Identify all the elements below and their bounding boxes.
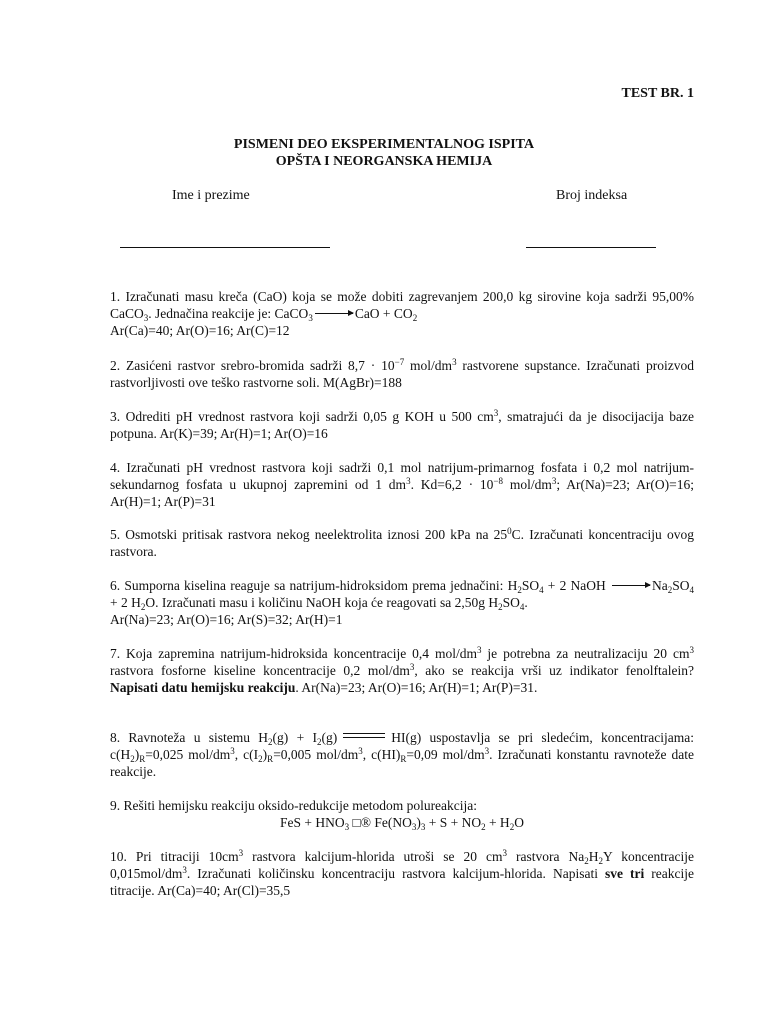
question-1: 1. Izračunati masu kreča (CaO) koja se može dobiti zagrevanjem 200,0 kg sirovine koja sadrži 95,00% CaCO$_3$. Jednačina reakcije je: CaCO$_3$ CaO + $CO_2$ Ar(Ca)=40; Ar(O)=16; Ar(C)=12 xyxy=(110,289,694,338)
equilibrium-arrow-icon xyxy=(343,732,385,740)
index-label: Broj indeksa xyxy=(556,188,628,203)
question-2: 2. Zasićeni rastvor srebro-bromida sadrži $8,7 \cdot 10^{-7}$ mol/$dm^3$ rastvorene supstance. Izračunati proizvod rastvorljivosti ove teško rastvorne soli. M(AgBr)=188 xyxy=(110,357,694,390)
reaction-arrow-icon xyxy=(315,313,353,314)
question-8: 8. Ravnoteža u sistemu $H_2(g) + I_2(g)$ HI(g) uspostavlja se pri sledećim, koncentracijama: $c(H_2)_R=0,025$ mol/$dm^3$, $c(I_2)_R=0,005$ mol/$dm^3$, $c(HI)_R=0,09$ mol/$dm^3$. Izračunati konstantu ravnoteže date reakcije. xyxy=(110,730,694,779)
exam-subtitle: OPŠTA I NEORGANSKA HEMIJA xyxy=(275,154,493,169)
question-4: 4. Izračunati pH vrednost rastvora koji sadrži 0,1 mol natrijum-primarnog fosfata i 0,2 mol natrijum-sekundarnog fosfata u ukupnoj zapremini od 1 $dm^3$. $Kd=6,2 \cdot 10^{-8}$ mol/$dm^3$; Ar(Na)=23; Ar(O)=16; Ar(H)=1; Ar(P)=31 xyxy=(110,460,694,509)
question-5: 5. Osmotski pritisak rastvora nekog neelektrolita iznosi 200 kPa na $25^0C$. Izračunati koncentraciju ovog rastvora. xyxy=(110,526,694,559)
reaction-arrow-icon xyxy=(612,585,650,586)
exam-title: PISMENI DEO EKSPERIMENTALNOG ISPITA xyxy=(233,137,535,152)
question-6: 6. Sumporna kiselina reaguje sa natrijum-hidroksidom prema jednačini: $H_2SO_4 + 2$ NaOH $Na_2SO_4 + 2$ $H_2O$. Izračunati masu i količinu NaOH koja će reagovati sa 2,50g $H_2SO_4$. Ar(Na)=23; Ar(O)=16; Ar(S)=32; Ar(H)=1 xyxy=(110,578,694,627)
name-blank-line xyxy=(120,247,330,248)
name-label: Ime i prezime xyxy=(172,188,250,203)
test-number: TEST BR. 1 xyxy=(621,86,694,101)
question-9: 9. Rešiti hemijsku reakciju oksido-redukcije metodom polureakcija: FeS + $HNO_3$ □® $Fe(NO_3)_3 + S + NO_2 + H_2O$ xyxy=(110,798,524,832)
question-10: 10. Pri titraciji $10cm^3$ rastvora kalcijum-hlorida utroši se 20 $cm^3$ rastvora $Na_2H_2Y$ koncentracije $0,015mol/dm^3$. Izračunati količinsku koncentraciju rastvora kalcijum-hlorida. Napisati sve tri reakcije titracije. Ar(Ca)=40; Ar(Cl)=35,5 xyxy=(110,848,694,898)
question-7: 7. Koja zapremina natrijum-hidroksida koncentracije 0,4 mol/$dm^3$ je potrebna za neutralizaciju 20 $cm^3$ rastvora fosforne kiseline koncentracije 0,2 mol/$dm^3$, ako se reakcija vrši uz indikator fenolftalein? Napisati datu hemijsku reakciju. Ar(Na)=23; Ar(O)=16; Ar(H)=1; Ar(P)=31. xyxy=(110,645,694,695)
question-3: 3. Odrediti pH vrednost rastvora koji sadrži 0,05 g KOH u 500 $cm^3$, smatrajući da je disocijacija baze potpuna. Ar(K)=39; Ar(H)=1; Ar(O)=16 xyxy=(110,408,695,441)
index-blank-line xyxy=(526,247,656,248)
